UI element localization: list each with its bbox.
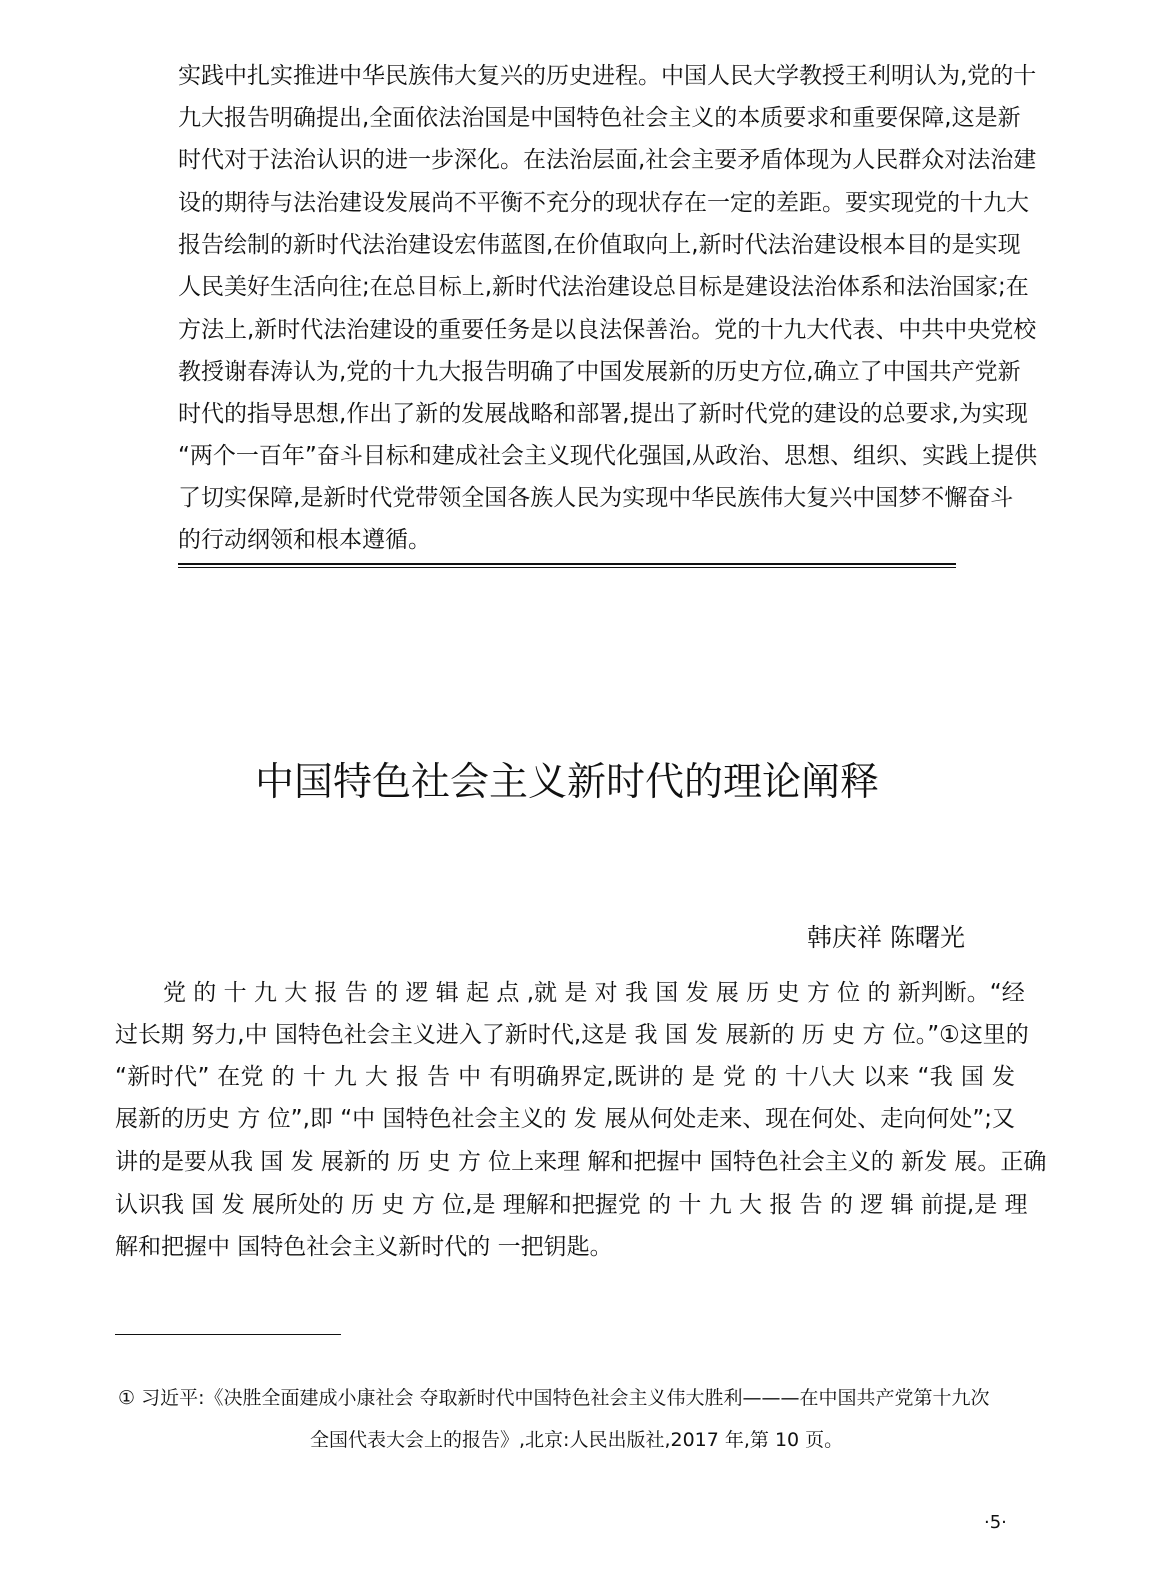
text-line: 解和把握中 国特色社会主义新时代的 一把钥匙。 (115, 1234, 613, 1260)
text-line: “两个一百年”奋斗目标和建成社会主义现代化强国,从政治、思想、组织、实践上提供 (178, 443, 1038, 469)
text-line: 讲的是要从我 国 发 展新的 历 史 方 位上来理 解和把握中 国特色社会主义的 新发 展。正确 (115, 1149, 1047, 1175)
text-line: “新时代” 在党 的 十 九 大 报 告 中 有明确界定,既讲的 是 党 的 十八大 以来 “我 国 发 (115, 1064, 1015, 1090)
footnote-separator (115, 1334, 341, 1335)
footnote-line: ① 习近平:《决胜全面建成小康社会 夺取新时代中国特色社会主义伟大胜利———在中国共产党第十九次 (118, 1387, 990, 1409)
double-rule-divider (178, 563, 956, 568)
text-line: 报告绘制的新时代法治建设宏伟蓝图,在价值取向上,新时代法治建设根本目的是实现 (178, 232, 1021, 258)
page-number: ·5· (984, 1512, 1007, 1533)
text-line: 实践中扎实推进中华民族伟大复兴的历史进程。中国人民大学教授王利明认为,党的十 (178, 63, 1037, 89)
text-line: 时代对于法治认识的进一步深化。在法治层面,社会主要矛盾体现为人民群众对法治建 (178, 147, 1037, 173)
article-authors: 韩庆祥 陈曙光 (807, 923, 965, 952)
text-line: 认识我 国 发 展所处的 历 史 方 位,是 理解和把握党 的 十 九 大 报 告 的 逻 辑 前提,是 理 (115, 1192, 1028, 1218)
text-line: 人民美好生活向往;在总目标上,新时代法治建设总目标是建设法治体系和法治国家;在 (178, 274, 1029, 300)
text-line: 九大报告明确提出,全面依法治国是中国特色社会主义的本质要求和重要保障,这是新 (178, 105, 1021, 131)
text-line: 教授谢春涛认为,党的十九大报告明确了中国发展新的历史方位,确立了中国共产党新 (178, 359, 1021, 385)
text-line: 时代的指导思想,作出了新的发展战略和部署,提出了新时代党的建设的总要求,为实现 (178, 401, 1028, 427)
article-title: 中国特色社会主义新时代的理论阐释 (254, 760, 879, 805)
text-line: 方法上,新时代法治建设的重要任务是以良法保善治。党的十九大代表、中共中央党校 (178, 317, 1037, 343)
text-line: 了切实保障,是新时代党带领全国各族人民为实现中华民族伟大复兴中国梦不懈奋斗 (178, 485, 1014, 511)
text-line: 党 的 十 九 大 报 告 的 逻 辑 起 点 ,就 是 对 我 国 发 展 历 史 方 位 的 新判断。“经 (163, 980, 1025, 1006)
text-line: 展新的历史 方 位”,即 “中 国特色社会主义的 发 展从何处走来、现在何处、走向何处”;又 (115, 1106, 1015, 1132)
text-line: 过长期 努力,中 国特色社会主义进入了新时代,这是 我 国 发 展新的 历 史 方 位。”①这里的 (115, 1022, 1029, 1048)
text-line: 的行动纲领和根本遵循。 (178, 527, 431, 553)
footnote-line: 全国代表大会上的报告》,北京:人民出版社,2017 年,第 10 页。 (310, 1429, 844, 1451)
text-line: 设的期待与法治建设发展尚不平衡不充分的现状存在一定的差距。要实现党的十九大 (178, 190, 1029, 216)
